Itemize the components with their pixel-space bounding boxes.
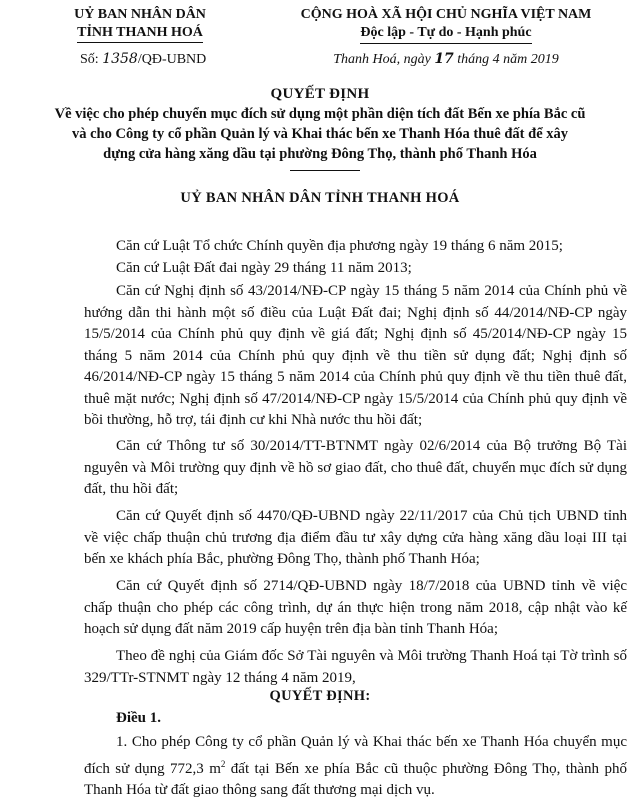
- issuer-name: [60, 6, 220, 43]
- legal-basis-5: Căn cứ Quyết định số 4470/QĐ-UBND ngày 22/11/2017 của Chủ tịch UBND tỉnh về việc chấp thuận chủ trương địa điểm đầu tư xây dựng cửa hàng xăng dầu loại III tại bến xe khách phía Bắc, phường Đông Thọ, thành phố Thanh Hóa;: [84, 508, 627, 567]
- issue-date: Thanh Hoá, ngày 17 tháng 4 năm 2019: [333, 51, 559, 67]
- subject-line-2: và cho Công ty cổ phần Quản lý và Khai thác bến xe Thanh Hóa thuê đất để xây: [71, 126, 569, 142]
- legal-basis-1: Căn cứ Luật Tổ chức Chính quyền địa phương ngày 19 tháng 6 năm 2015;: [116, 238, 563, 254]
- title-divider: [290, 170, 360, 171]
- document-subject: [8, 104, 632, 164]
- decides-heading: QUYẾT ĐỊNH:: [269, 688, 371, 704]
- legal-basis-6: Căn cứ Quyết định số 2714/QĐ-UBND ngày 18/7/2018 của UBND tỉnh về việc chấp thuận cho phép các công trình, dự án thực hiện trong năm 2018, cập nhật vào kế hoạch sử dụng đất năm 2019 cấp huyện trên địa bàn tỉnh Thanh Hóa;: [84, 578, 627, 637]
- subject-line-3: dựng cửa hàng xăng dầu tại phường Đông Thọ, thành phố Thanh Hóa: [103, 146, 537, 162]
- legal-basis-2: Căn cứ Luật Đất đai ngày 29 tháng 11 năm 2013;: [116, 260, 412, 276]
- issuer-line-1: UỶ BAN NHÂN DÂN: [74, 7, 206, 22]
- national-name: CỘNG HOÀ XÃ HỘI CHỦ NGHĨA VIỆT NAM: [300, 7, 592, 22]
- issue-date-day: 17: [434, 51, 454, 67]
- issuer-line-2: TỈNH THANH HOÁ: [60, 24, 220, 43]
- legal-basis-7: Theo đề nghị của Giám đốc Sở Tài nguyên và Môi trường Thanh Hoá tại Tờ trình số 329/TTr-STNMT ngày 12 tháng 4 năm 2019,: [84, 648, 627, 686]
- issuing-authority: UỶ BAN NHÂN DÂN TỈNH THANH HOÁ: [180, 190, 460, 206]
- legal-basis-4: Căn cứ Thông tư số 30/2014/TT-BTNMT ngày 02/6/2014 của Bộ trưởng Bộ Tài nguyên và Môi trường quy định về hồ sơ giao đất, cho thuê đất, chuyển mục đích sử dụng đất, thu hồi đất;: [84, 438, 627, 497]
- document-number: Số: 1358/QĐ-UBND: [80, 51, 207, 67]
- motto: Độc lập - Tự do - Hạnh phúc: [262, 24, 630, 44]
- legal-basis-3: Căn cứ Nghị định số 43/2014/NĐ-CP ngày 15 tháng 5 năm 2014 của Chính phủ về hướng dẫn thi hành một số điều của Luật Đất đai; Nghị định số 44/2014/NĐ-CP ngày 15/5/2014 của Chính phủ quy định về giá đất; Nghị định số 45/2014/NĐ-CP ngày 15 tháng 5 năm 2014 của Chính phủ quy định về thu tiền sử dụng đất; Nghị định số 46/2014/NĐ-CP ngày 15 tháng 5 năm 2014 của Chính phủ quy định về thu tiền thuê đất, thuê mặt nước; Nghị định số 47/2014/NĐ-CP ngày 15/5/2014 của Chính phủ quy định về bồi thường, hỗ trợ, tái định cư khi Nhà nước thu hồi đất;: [84, 283, 627, 428]
- article-1-clause-1: 1. Cho phép Công ty cổ phần Quản lý và Khai thác bến xe Thanh Hóa chuyển mục đích sử dụng 772,3 $m^2$ đất tại Bến xe phía Bắc cũ thuộc phường Đông Thọ, thành phố Thanh Hóa từ đất giao thông sang đất thương mại dịch vụ.: [84, 734, 627, 798]
- article-1-heading: Điều 1.: [116, 710, 161, 726]
- document-title: QUYẾT ĐỊNH: [270, 86, 370, 102]
- document-number-handwritten: 1358: [102, 51, 138, 67]
- subject-line-1: Về việc cho phép chuyển mục đích sử dụng một phần diện tích đất Bến xe phía Bắc cũ: [54, 106, 586, 122]
- national-motto: [262, 6, 630, 44]
